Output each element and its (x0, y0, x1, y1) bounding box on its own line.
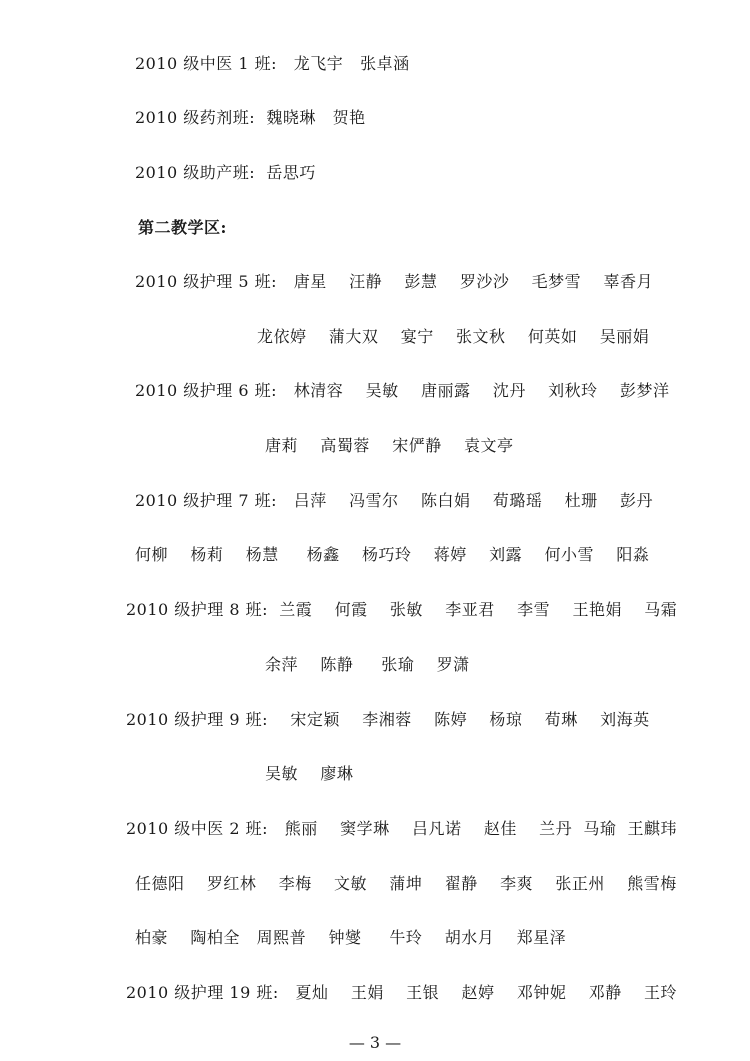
page-number: — 3 — (348, 1033, 402, 1052)
text-line: 2010 级护理 7 班: 吕萍 冯雪尔 陈白娟 荀璐瑶 杜珊 彭丹 (135, 491, 654, 510)
text-line: 2010 级药剂班: 魏晓琳 贺艳 (135, 108, 366, 127)
text-line: 柏豪 陶柏全 周熙普 钟燮 牛玲 胡水月 郑星泽 (135, 928, 567, 947)
text-line: 2010 级护理 8 班: 兰霞 何霞 张敏 李亚君 李雪 王艳娟 马霜 (126, 600, 678, 619)
text-line: 2010 级护理 6 班: 林清容 吴敏 唐丽露 沈丹 刘秋玲 彭梦洋 (135, 381, 670, 400)
section-heading: 第二教学区: (138, 218, 227, 237)
text-line: 吴敏 廖琳 (265, 764, 354, 783)
text-line: 何柳 杨莉 杨慧 杨鑫 杨巧玲 蒋婷 刘露 何小雪 阳淼 (135, 545, 650, 564)
text-line: 唐莉 高蜀蓉 宋俨静 袁文亭 (265, 436, 514, 455)
text-line: 2010 级助产班: 岳思巧 (135, 163, 316, 182)
text-line: 2010 级护理 9 班: 宋定颖 李湘蓉 陈婷 杨琼 荀琳 刘海英 (126, 710, 650, 729)
text-line: 龙依婷 蒲大双 宴宁 张文秋 何英如 吴丽娟 (257, 327, 650, 346)
text-line: 2010 级中医 1 班: 龙飞宇 张卓涵 (135, 54, 410, 73)
text-line: 余萍 陈静 张瑜 罗潇 (265, 655, 470, 674)
text-line: 2010 级中医 2 班: 熊丽 窦学琳 吕凡诺 赵佳 兰丹 马瑜 王麒玮 (126, 819, 678, 838)
text-line: 2010 级护理 19 班: 夏灿 王娟 王银 赵婷 邓钟妮 邓静 王玲 (126, 983, 678, 1002)
text-line: 2010 级护理 5 班: 唐星 汪静 彭慧 罗沙沙 毛梦雪 辜香月 (135, 272, 654, 291)
text-line: 任德阳 罗红林 李梅 文敏 蒲坤 翟静 李爽 张正州 熊雪梅 (135, 874, 677, 893)
